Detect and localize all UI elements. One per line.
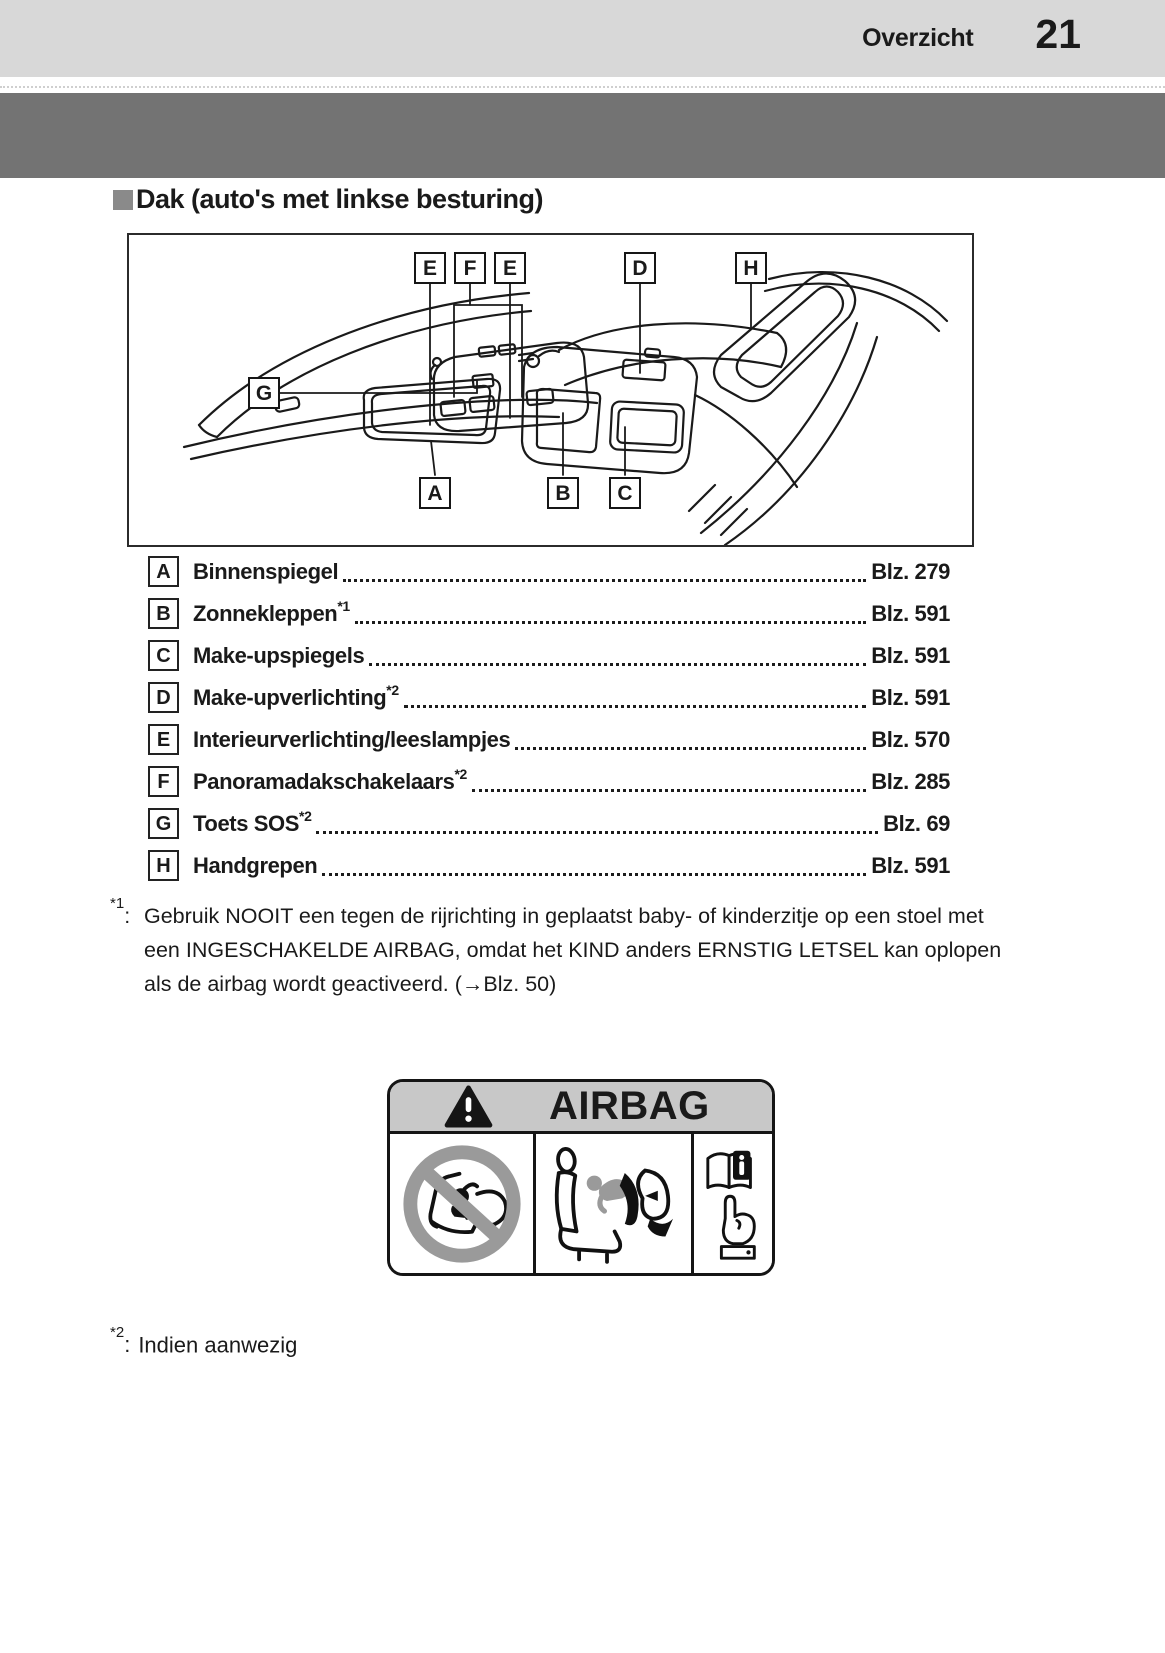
footnote-1-line-3: als de airbag wordt geactiveerd. (→Blz. 50) [144,972,557,997]
legend-key-box: G [148,808,179,839]
airbag-label-header [390,1082,772,1134]
chapter-banner [0,93,1165,178]
legend-page-ref: Blz. 591 [871,643,950,668]
footnote-2: $^{*2}$: Indien aanwezig [110,1324,298,1358]
legend-label: Handgrepen [193,853,318,878]
warning-triangle-icon [444,1085,493,1128]
diagram-callout: F [454,252,486,284]
diagram-callout: H [735,252,767,284]
legend-page-ref: Blz. 570 [871,727,950,752]
airbag-warning-label [387,1079,775,1276]
airbag-label-title: AIRBAG [549,1083,710,1128]
footnote-2-marker: *2 [110,1324,125,1341]
diagram-callout: C [609,477,641,509]
diagram-callout: E [414,252,446,284]
legend-label: Make-upspiegels [193,643,365,668]
footnote-1 [110,894,1074,1001]
legend-row [148,598,950,629]
legend-row [148,766,950,797]
legend-label: Interieurverlichting/leeslampjes [193,727,511,752]
square-bullet-icon [113,190,133,210]
legend-row [148,808,950,839]
legend-row [148,682,950,713]
roof-diagram-figure [127,233,974,547]
legend-label: Make-upverlichting$^{*2}$ [193,681,399,710]
dotted-leader [343,556,866,582]
legend-label: Panoramadakschakelaars$^{*2}$ [193,765,467,794]
diagram-callout: B [547,477,579,509]
dotted-leader [355,598,867,624]
legend-key-box: A [148,556,179,587]
page-number: 21 [1035,11,1081,57]
read-manual-icon [694,1134,772,1273]
footnote-1-line-1: $^{*1}$: Gebruik NOOIT een tegen de rijrichting in geplaatst baby- of kinderzitje op een stoel met [144,894,1074,933]
dotted-leader [404,682,867,708]
dotted-leader [322,850,866,876]
dotted-leader [515,724,866,750]
section-heading-text: Dak (auto's met linkse besturing) [136,184,544,214]
diagram-callout: A [419,477,451,509]
legend-page-ref: Blz. 69 [883,811,950,836]
chapter-title: Overzicht [862,24,974,52]
section-heading [113,184,543,215]
legend-list [148,556,950,892]
legend-key-box: C [148,640,179,671]
legend-label: Binnenspiegel [193,559,339,584]
airbag-deployment-icon [536,1134,694,1273]
footnote-1-marker: $^{*1}$: [110,895,131,929]
legend-page-ref: Blz. 279 [871,559,950,584]
legend-key-box: D [148,682,179,713]
no-rearfacing-childseat-icon [390,1134,536,1273]
legend-page-ref: Blz. 285 [871,769,950,794]
legend-row [148,850,950,881]
legend-page-ref: Blz. 591 [871,685,950,710]
legend-key-box: F [148,766,179,797]
diagram-callout: D [624,252,656,284]
footnote-1-line-2: een INGESCHAKELDE AIRBAG, omdat het KIND anders ERNSTIG LETSEL kan oplopen [144,938,1002,963]
legend-page-ref: Blz. 591 [871,601,950,626]
legend-row [148,556,950,587]
legend-label: Zonnekleppen$^{*1}$ [193,597,350,626]
legend-key-box: B [148,598,179,629]
dotted-leader [316,808,878,834]
footnote-2-text: Indien aanwezig [138,1332,298,1358]
legend-label: Toets SOS$^{*2}$ [193,807,312,836]
diagram-callout: G [248,377,280,409]
legend-row [148,724,950,755]
page-header [0,0,1165,77]
legend-page-ref: Blz. 591 [871,853,950,878]
legend-key-box: H [148,850,179,881]
legend-row [148,640,950,671]
legend-key-box: E [148,724,179,755]
header-divider [0,86,1165,88]
diagram-callout: E [494,252,526,284]
dotted-leader [472,766,866,792]
airbag-label-body [390,1134,772,1273]
dotted-leader [369,640,866,666]
